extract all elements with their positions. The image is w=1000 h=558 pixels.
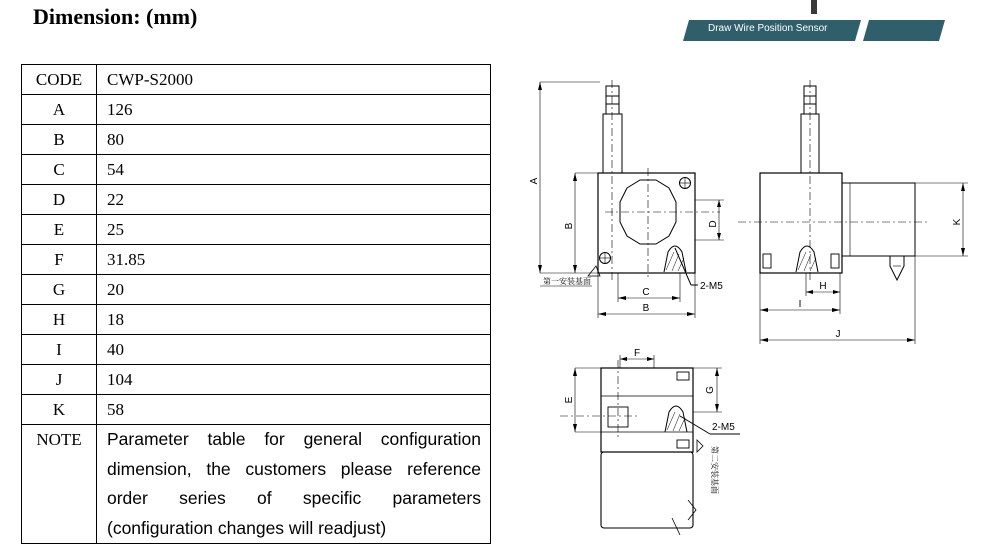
row-code: A (22, 95, 97, 125)
label-E: E (564, 396, 575, 404)
row-value: 40 (97, 335, 491, 365)
label-A: A (529, 177, 540, 185)
side-view (738, 80, 968, 344)
row-code: J (22, 365, 97, 395)
label-mount-base-front: 第一安装基面 (543, 277, 591, 286)
row-code: D (22, 185, 97, 215)
code-header: CODE (22, 65, 97, 95)
row-code: E (22, 215, 97, 245)
model-header: CWP-S2000 (97, 65, 491, 95)
page-title: Dimension: (mm) (33, 4, 198, 29)
row-code: C (22, 155, 97, 185)
label-F: F (633, 348, 641, 359)
row-code: I (22, 335, 97, 365)
label-D: D (708, 220, 719, 228)
label-G: G (705, 386, 716, 394)
label-K: K (952, 218, 963, 226)
label-B-bottom: B (642, 303, 650, 314)
row-value: 54 (97, 155, 491, 185)
note-label: NOTE (22, 425, 97, 544)
label-thread-bottom: 2-M5 (712, 422, 735, 433)
row-value: 58 (97, 395, 491, 425)
dimension-labels (529, 177, 963, 494)
label-C: C (642, 287, 650, 298)
label-B: B (564, 222, 575, 230)
banner-text: Draw Wire Position Sensor (708, 23, 828, 34)
row-code: K (22, 395, 97, 425)
row-value: 80 (97, 125, 491, 155)
row-code: H (22, 305, 97, 335)
row-code: G (22, 275, 97, 305)
row-value: 18 (97, 305, 491, 335)
row-value: 104 (97, 365, 491, 395)
row-code: F (22, 245, 97, 275)
label-I: I (798, 299, 802, 310)
row-value: 22 (97, 185, 491, 215)
row-value: 20 (97, 275, 491, 305)
row-value: 126 (97, 95, 491, 125)
label-H: H (819, 281, 827, 292)
note-text: Parameter table for general configuration dimension, the customers please reference order series of specific parameters (configuration changes will readjust) (97, 425, 491, 544)
bottom-view (560, 355, 740, 535)
row-value: 25 (97, 215, 491, 245)
label-mount-base-bottom: 第二安装基面 (710, 446, 719, 494)
label-J: J (835, 329, 841, 340)
row-code: B (22, 125, 97, 155)
row-value: 31.85 (97, 245, 491, 275)
label-thread-front: 2-M5 (700, 281, 723, 292)
